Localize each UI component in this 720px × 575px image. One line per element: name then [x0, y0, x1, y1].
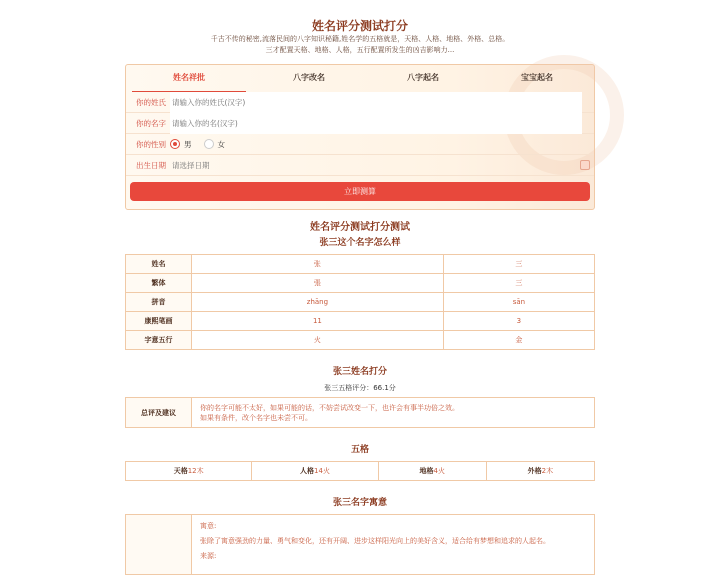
wuge-ren [252, 462, 378, 481]
wuge-name: 人格 [300, 467, 315, 475]
intro-text [125, 34, 595, 56]
score-value: 张三五格评分：66.1分 [324, 384, 396, 392]
wuge-value: 4火 [433, 467, 445, 475]
name-info-table [125, 254, 595, 350]
cell: sān [443, 293, 594, 312]
advice-text [192, 398, 595, 428]
cell: 三 [443, 255, 594, 274]
meaning-head [126, 515, 192, 575]
cell: 11 [192, 312, 444, 331]
wuge-di [378, 462, 486, 481]
advice-line-1: 你的名字可能不太好，如果可能的话，不妨尝试改变一下，也许会有事半功倍之效。 [200, 403, 459, 412]
advice-head: 总评及建议 [126, 398, 192, 428]
table-row [126, 515, 595, 575]
result-title: 姓名评分测试打分测试 [310, 222, 410, 233]
page-title: 姓名评分测试打分 [311, 19, 408, 33]
row-head: 繁体 [126, 274, 192, 293]
row-head: 字意五行 [126, 331, 192, 350]
cell: 張 [192, 274, 444, 293]
cell: 张 [192, 255, 444, 274]
meaning-table [125, 514, 595, 575]
radio-unchecked-icon [204, 139, 214, 149]
birth-date-row [126, 155, 594, 176]
cell: 火 [192, 331, 444, 350]
advice-table [125, 397, 595, 428]
surname-label: 你的姓氏 [136, 97, 166, 107]
table-row [126, 398, 595, 428]
gender-female-radio[interactable] [204, 139, 226, 150]
meaning-label-2: 来源: [200, 552, 217, 560]
wuge-value: 2木 [541, 467, 554, 475]
row-head: 康熙笔画 [126, 312, 192, 331]
name-test-form [125, 64, 595, 210]
tab-bazi-rename[interactable]: 八字改名 [293, 73, 325, 82]
row-head: 姓名 [126, 255, 192, 274]
radio-checked-icon [170, 139, 180, 149]
calendar-icon[interactable] [580, 160, 590, 170]
table-row [126, 255, 595, 274]
intro-line-2: 三才配置天格、地格、人格，五行配置所发生的凶吉影响力... [265, 46, 455, 54]
cell: zhāng [192, 293, 444, 312]
gender-label: 你的性别 [136, 139, 166, 149]
wuge-name: 外格 [527, 467, 542, 475]
tab-name-analysis[interactable]: 姓名祥批 [132, 65, 246, 92]
tab-bar [126, 65, 594, 92]
birth-date-input[interactable] [170, 155, 582, 176]
advice-line-2: 如果有条件，改个名字也未尝不可。 [200, 413, 312, 422]
table-row [126, 293, 595, 312]
wuge-name: 地格 [419, 467, 434, 475]
given-name-label: 你的名字 [136, 118, 166, 128]
given-name-row [126, 113, 594, 134]
table-row [126, 331, 595, 350]
wuge-value: 14火 [314, 467, 330, 475]
gender-row [126, 134, 594, 155]
intro-line-1: 千古不传的秘密,流落民间的八字知识秘籍,姓名学的五格就是，天格、人格、地格、外格、总格。 [210, 35, 510, 43]
birth-date-label: 出生日期 [136, 160, 166, 170]
wuge-title: 五格 [350, 445, 369, 455]
gender-female-label: 女 [217, 139, 225, 149]
wuge-value: 12木 [187, 467, 204, 475]
gender-male-radio[interactable] [170, 139, 192, 150]
meaning-label-1: 寓意: [200, 522, 217, 530]
cell: 3 [443, 312, 594, 331]
gender-radio-group [170, 139, 225, 150]
wuge-tian [126, 462, 252, 481]
surname-input[interactable] [170, 92, 582, 113]
meaning-text-1: 张除了寓意强劲的力量、勇气和变化，还有开阔、进步这样阳光向上的美好含义，适合给有梦想和追求的人起名。 [200, 537, 550, 545]
surname-row [126, 92, 594, 113]
wuge-name: 天格 [173, 467, 188, 475]
cell: 金 [443, 331, 594, 350]
tab-bazi-naming[interactable]: 八字起名 [407, 73, 439, 82]
table-row [126, 312, 595, 331]
gender-male-label: 男 [184, 139, 192, 149]
meaning-text [192, 515, 595, 575]
tab-baby-naming[interactable]: 宝宝起名 [521, 73, 553, 82]
meaning-title: 张三名字寓意 [332, 498, 387, 508]
table-row [126, 462, 595, 481]
calculate-button[interactable]: 立即测算 [130, 182, 590, 201]
score-title: 张三姓名打分 [332, 367, 387, 377]
wuge-wai [486, 462, 594, 481]
page-container [125, 0, 595, 575]
table-row [126, 274, 595, 293]
result-subtitle: 张三这个名字怎么样 [319, 238, 401, 248]
wuge-table [125, 461, 595, 481]
row-head: 拼音 [126, 293, 192, 312]
cell: 三 [443, 274, 594, 293]
given-name-input[interactable] [170, 113, 582, 134]
